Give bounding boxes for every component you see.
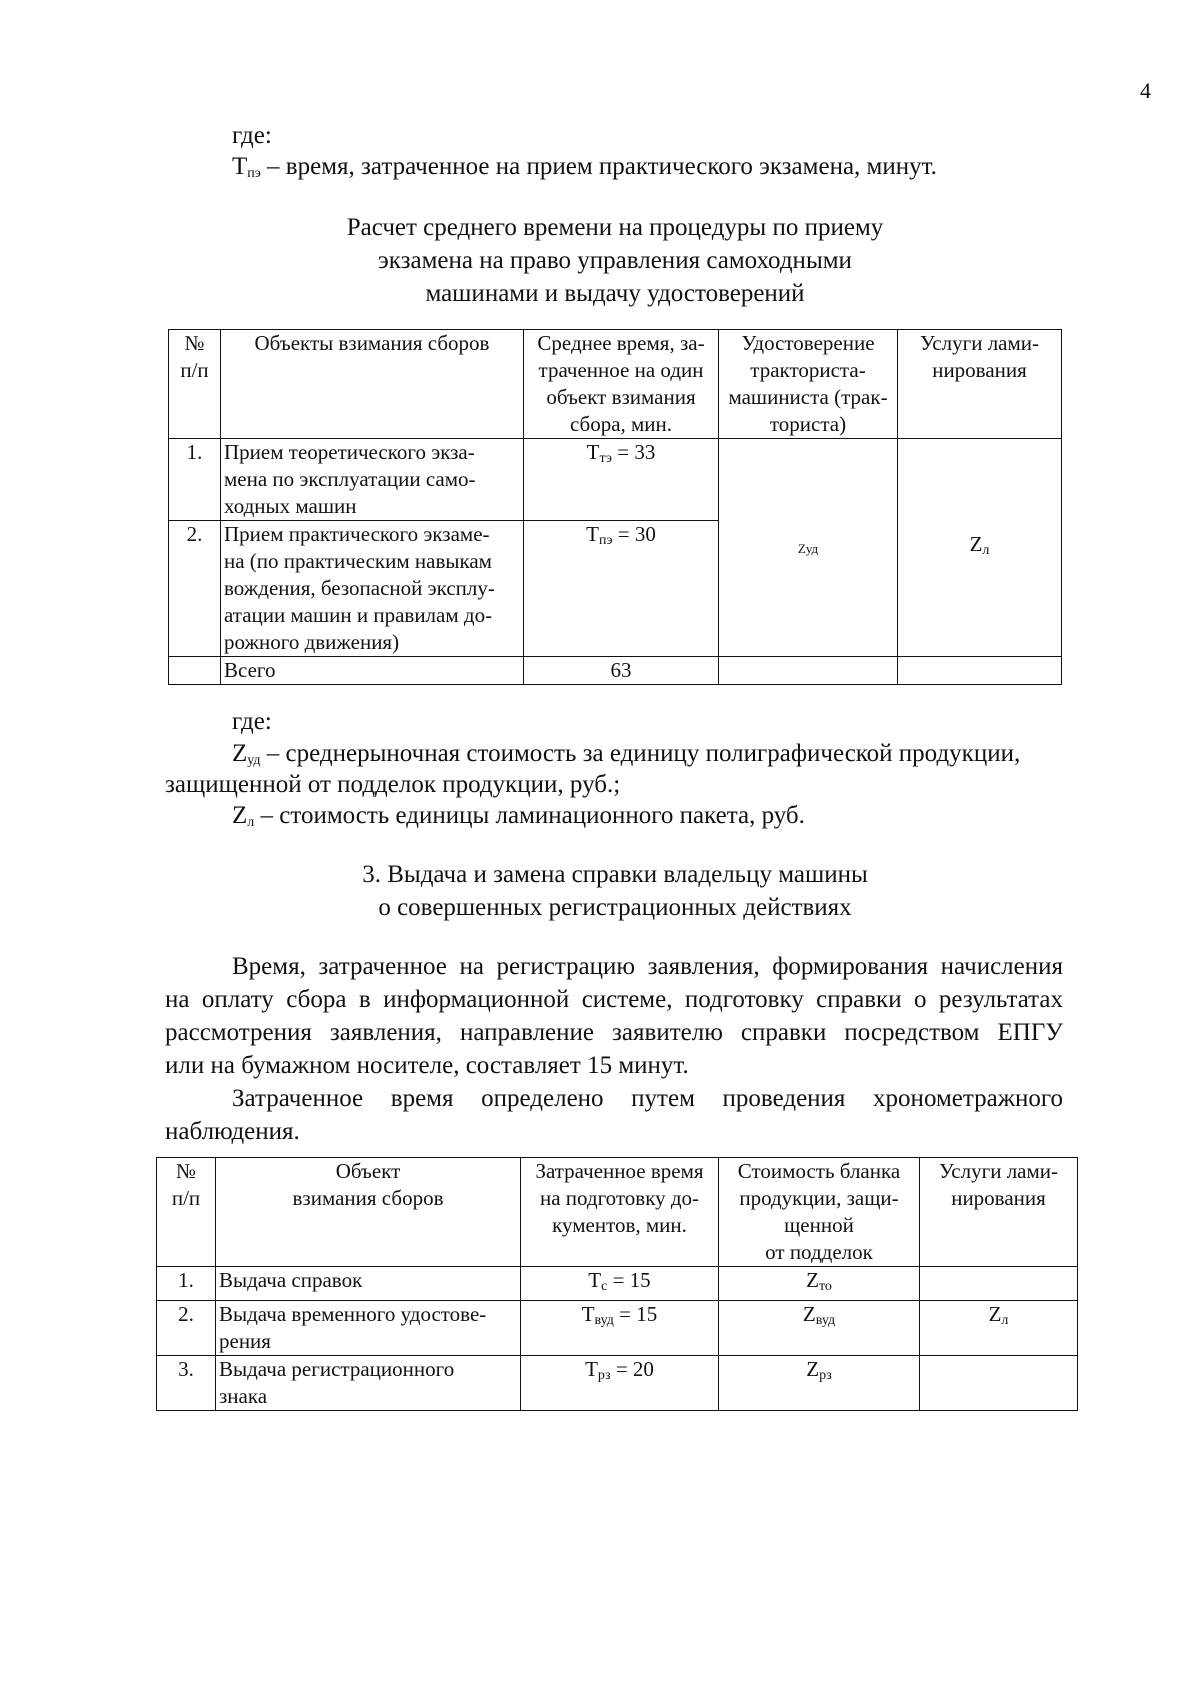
- row-time: $Т_{тэ} = 33$: [524, 439, 719, 521]
- paragraph-line: Время, затраченное на регистрацию заявления, формирования начисления: [232, 953, 1063, 980]
- total-lam: [898, 657, 1062, 685]
- row-object: Прием теоретического экза- мена по эксплуатации само- ходных машин: [221, 439, 524, 521]
- zud-definition-cont: защищенной от подделок продукции, руб.;: [165, 771, 621, 798]
- row-lam: [920, 1356, 1078, 1411]
- paragraph-line: на оплату сбора в информационной системе, подготовку справки о результатах: [165, 986, 1063, 1013]
- row-lam: $Z_л$: [920, 1301, 1078, 1356]
- header-lamination: Услуги лами- нирования: [920, 1158, 1078, 1267]
- page-number: 4: [1140, 78, 1151, 103]
- row-time: $Т_с = 15$: [521, 1267, 719, 1301]
- exam-time-table: [168, 329, 1062, 685]
- header-certificate: Удостоверение тракториста- машиниста (трак- ториста): [719, 330, 898, 439]
- header-lamination: Услуги лами- нирования: [898, 330, 1062, 439]
- total-cert: [719, 657, 898, 685]
- table-row: [157, 1301, 1078, 1356]
- table-row: [157, 1267, 1078, 1301]
- paragraph-line: или на бумажном носителе, составляет 15 минут.: [165, 1052, 689, 1079]
- table1-title-line: экзамена на право управления самоходными: [378, 247, 852, 274]
- row-num: 1.: [169, 439, 221, 521]
- header-objects: Объекты взимания сборов: [221, 330, 524, 439]
- total-num: [169, 657, 221, 685]
- header-blank-cost: Стоимость бланка продукции, защи- щенной от подделок: [719, 1158, 920, 1267]
- row-cost: $Z_{вуд}$: [719, 1301, 920, 1356]
- row-num: 3.: [157, 1356, 216, 1411]
- row-cost: $Z_{то}$: [719, 1267, 920, 1301]
- total-value: 63: [524, 657, 719, 685]
- zl-definition: $Z_л$ – стоимость единицы ламинационного пакета, руб.: [232, 802, 805, 830]
- table1-title: [232, 211, 998, 310]
- cert-cost-cell: Zуд: [719, 439, 898, 657]
- row-num: 1.: [157, 1267, 216, 1301]
- header-avg-time: Среднее время, за- траченное на один объект взимания сбора, мин.: [524, 330, 719, 439]
- certificate-issue-table: [156, 1157, 1078, 1411]
- table-header-row: [157, 1158, 1078, 1267]
- section3-title-line: 3. Выдача и замена справки владельцу машины: [362, 861, 868, 888]
- table-total-row: [169, 657, 1062, 685]
- table1-title-line: Расчет среднего времени на процедуры по приему: [346, 214, 884, 241]
- row-object: Выдача временного удостове- рения: [216, 1301, 521, 1356]
- header-time: Затраченное время на подготовку до- кументов, мин.: [521, 1158, 719, 1267]
- table1-title-line: машинами и выдачу удостоверений: [425, 280, 805, 307]
- row-lam: [920, 1267, 1078, 1301]
- lamination-cost-cell: $Z_л$: [898, 439, 1062, 657]
- where-label-1: где:: [232, 122, 272, 149]
- paragraph-1: [165, 950, 1063, 1148]
- row-object: Выдача справок: [216, 1267, 521, 1301]
- total-label: Всего: [221, 657, 524, 685]
- section3-title-line: о совершенных регистрационных действиях: [378, 894, 852, 921]
- row-time: $Т_{вуд} = 15$: [521, 1301, 719, 1356]
- header-num: № п/п: [169, 330, 221, 439]
- paragraph-line: Затраченное время определено путем проведения хронометражного: [232, 1085, 1063, 1112]
- tpe-definition: $Т_{пэ}$ – время, затраченное на прием практического экзамена, минут.: [232, 153, 937, 181]
- paragraph-line: рассмотрения заявления, направление заявителю справки посредством ЕПГУ: [165, 1019, 1063, 1046]
- table-header-row: [169, 330, 1062, 439]
- header-object: Объект взимания сборов: [216, 1158, 521, 1267]
- row-cost: $Z_{рз}$: [719, 1356, 920, 1411]
- paragraph-line: наблюдения.: [165, 1118, 300, 1145]
- zud-definition: $Z_{уд}$ – среднерыночная стоимость за единицу полиграфической продукции,: [232, 740, 1021, 768]
- row-object: Прием практического экзаме- на (по практическим навыкам вождения, безопасной эксплу- атации машин и правилам до- рожного движения): [221, 521, 524, 657]
- row-object: Выдача регистрационного знака: [216, 1356, 521, 1411]
- table-row: [157, 1356, 1078, 1411]
- row-time: $Т_{пэ} = 30$: [524, 521, 719, 657]
- row-num: 2.: [157, 1301, 216, 1356]
- table-row: [169, 439, 1062, 521]
- where-label-2: где:: [232, 708, 272, 735]
- row-num: 2.: [169, 521, 221, 657]
- header-num: № п/п: [157, 1158, 216, 1267]
- section3-title: [232, 858, 998, 924]
- row-time: $Т_{рз} = 20$: [521, 1356, 719, 1411]
